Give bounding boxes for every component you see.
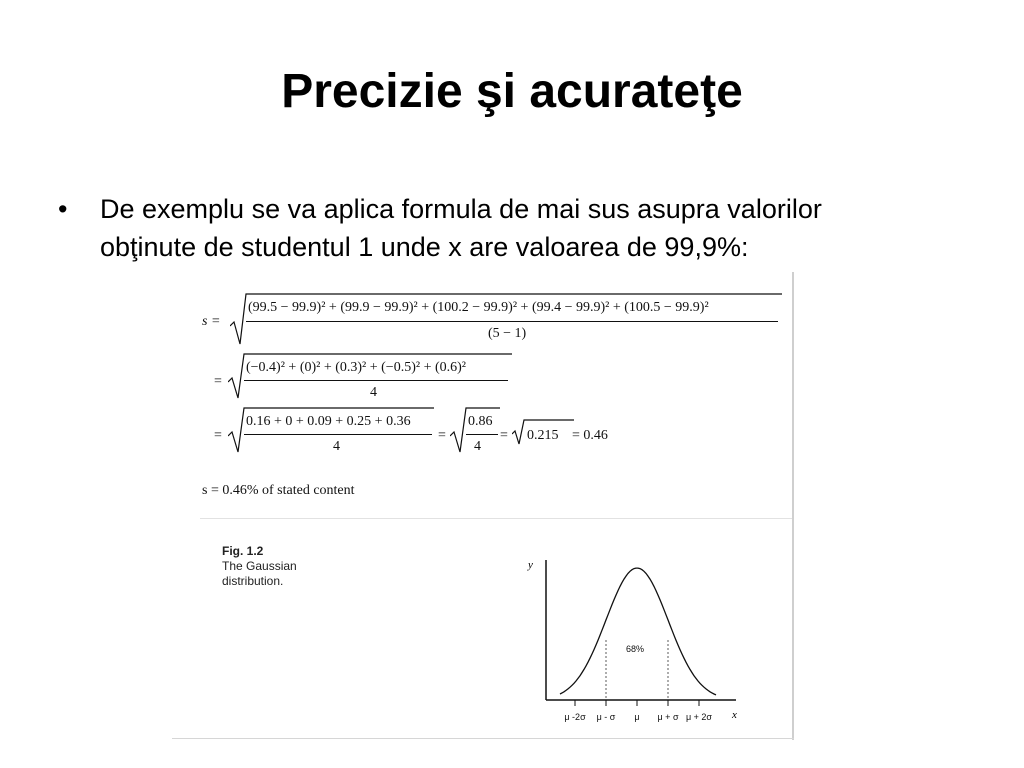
fraction-bar-4 xyxy=(466,434,498,435)
x-axis-label: x xyxy=(732,709,737,721)
x-tick-label: μ + σ xyxy=(657,712,679,722)
x-tick-label: μ -2σ xyxy=(564,712,586,722)
formula-final-value: = 0.46 xyxy=(572,428,608,443)
x-tick-label: μ xyxy=(634,712,640,722)
fraction-bar-3 xyxy=(244,434,432,435)
formula-eq-2: = xyxy=(214,374,222,389)
formula-line3-numerator: 0.16 + 0 + 0.09 + 0.25 + 0.36 xyxy=(246,414,411,429)
bullet-text xyxy=(100,190,960,266)
x-tick-label: μ + 2σ xyxy=(685,712,713,722)
figure-border-top xyxy=(200,518,792,519)
area-label: 68% xyxy=(626,644,645,654)
figure-caption-line-2: distribution. xyxy=(222,574,284,588)
formula-eq-4: = xyxy=(438,428,446,443)
bullet-line-1: De exemplu se va aplica formula de mai sus asupra valorilor xyxy=(100,194,822,224)
figure-caption-line-1: The Gaussian xyxy=(222,559,297,573)
y-axis-label: y xyxy=(528,559,533,571)
scan-border-bottom xyxy=(172,738,794,739)
gaussian-curve-plot xyxy=(520,548,750,730)
formula-line3-denominator: 4 xyxy=(333,439,340,454)
formula-line3-numerator-2: 0.86 xyxy=(468,414,493,429)
figure-number: Fig. 1.2 xyxy=(222,544,264,558)
formula-line3-denominator-2: 4 xyxy=(474,439,481,454)
formula-line1-denominator: (5 − 1) xyxy=(488,326,527,341)
bullet-marker: • xyxy=(58,194,68,224)
scan-border-right xyxy=(792,272,794,740)
bullet-line-2: obţinute de studentul 1 unde x are valoarea de 99,9%: xyxy=(100,232,749,262)
fraction-bar-2 xyxy=(244,380,508,381)
formula-eq-5: = xyxy=(500,428,508,443)
formula-result: s = 0.46% of stated content xyxy=(202,483,355,498)
formula-line2-numerator: (−0.4)² + (0)² + (0.3)² + (−0.5)² + (0.6)² xyxy=(246,360,466,375)
fraction-bar-1 xyxy=(246,321,778,322)
slide-title: Precizie şi acurateţe xyxy=(281,65,743,118)
formula-s-label: s = xyxy=(202,314,221,329)
formula-sqrt-value: 0.215 xyxy=(527,428,559,443)
figure-caption xyxy=(222,544,297,589)
formula-line1-numerator: (99.5 − 99.9)² + (99.9 − 99.9)² + (100.2 − 99.9)² + (99.4 − 99.9)² + (100.5 − 99.9)² xyxy=(248,300,709,315)
gaussian-curve xyxy=(560,568,716,695)
formula-line2-denominator: 4 xyxy=(370,385,377,400)
x-ticks xyxy=(564,700,712,722)
formula-eq-3: = xyxy=(214,428,222,443)
x-tick-label: μ - σ xyxy=(596,712,616,722)
